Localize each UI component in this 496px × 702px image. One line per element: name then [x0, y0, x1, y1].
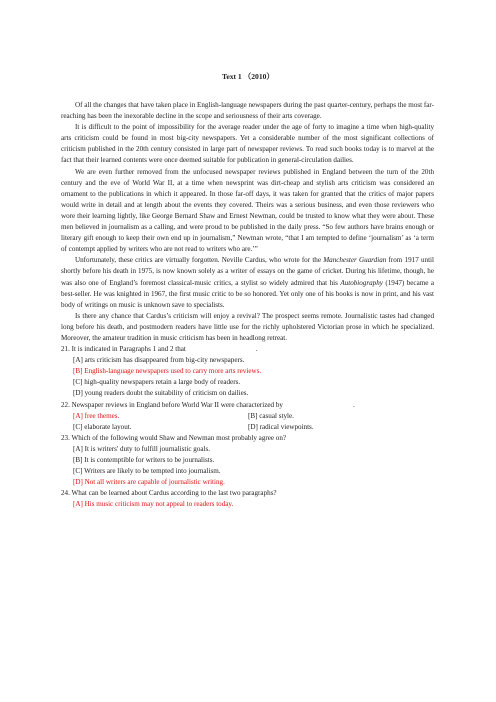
question-21-option-b: [B] English-language newspapers used to carry more arts reviews. [73, 367, 262, 376]
question-22-options-row-2 [61, 422, 434, 433]
question-23-option-d: [D] Not all writers are capable of journalistic writing. [73, 478, 225, 487]
question-22-option-a: [A] free themes. [73, 411, 120, 420]
question-22-option-d: [D] radical viewpoints. [248, 422, 314, 431]
question-21-option-d: [D] young readers doubt the suitability of criticism on dailies. [73, 389, 249, 398]
question-21-stem: 21. It is indicated in Paragraphs 1 and 2 that . [61, 345, 258, 354]
question-22-options-row-1 [61, 411, 434, 422]
question-23-option-a: [A] It is writers' duty to fulfill journalistic goals. [73, 444, 211, 453]
document-body [61, 100, 434, 510]
question-23-stem: 23. Which of the following would Shaw and Newman most probably agree on? [61, 433, 287, 442]
paragraph-4: Unfortunately, these critics are virtually forgotten. Neville Cardus, who wrote for the Manchester Guardian from 1917 until shortly before his death in 1975, is now known solely as a writer of essays on the game of cricket. During his lifetime, though, he was also one of England’s foremost classical-music critics, a stylist so widely admired that his Autobiography (1947) became a best-seller. He was knighted in 1967, the first music critic to be so honored. Yet only one of his books is now in print, and his vast body of writings on music is unknown save to specialists. [61, 256, 434, 309]
question-22-option-c: [C] elaborate layout. [73, 422, 132, 431]
question-24-stem: 24. What can be learned about Cardus according to the last two paragraphs? [61, 489, 277, 498]
question-24-option-a: [A] His music criticism may not appeal to readers today. [73, 500, 234, 509]
question-23-option-b: [B] It is contemptible for writers to be journalists. [73, 456, 215, 464]
paragraph-3: We are even further removed from the unfocused newspaper reviews published in England between the turn of the 20th century and the eve of World War II, at a time when newsprint was dirt-cheap and stylish arts criticism was considered an ornament to the publications in which it appeared. In those far-off days, it was taken for granted that the critics of major papers would write in detail and at length about the events they covered. Theirs was a serious business, and even those reviewers who wore their learning lightly, like George Bernard Shaw and Ernest Newman, could be trusted to know what they were about. These men believed in journalism as a calling, and were proud to be published in the daily press. “So few authors have brains enough or literary gift enough to keep their own end up in journalism,” Newman wrote, “that I am tempted to define ‘journalism’ as ‘a term of contempt applied by writers who are not read to writers who are.’” [61, 167, 434, 254]
question-22-option-b: [B] casual style. [248, 411, 294, 420]
question-22-stem: 22. Newspaper reviews in England before World War II were characterized by . [61, 400, 355, 409]
question-23-option-c: [C] Writers are likely to be tempted into journalism. [73, 467, 221, 476]
paragraph-2: It is difficult to the point of impossibility for the average reader under the age of forty to imagine a time when high-quality arts criticism could be found in most big-city newspapers. Yet a considerable number of the most significant collections of criticism published in the 20th century consisted in large part of newspaper reviews. To read such books today is to marvel at the fact that their learned contents were once deemed suitable for publication in general-circulation dailies. [61, 123, 434, 165]
paragraph-5: Is there any chance that Cardus’s criticism will enjoy a revival? The prospect seems remote. Journalistic tastes had changed long before his death, and postmodern readers have little use for the richly upholstered Victorian prose in which he specialized. Moreover, the amateur tradition in music criticism has been in headlong retreat. [61, 311, 434, 342]
page-title: Text 1 （2010） [221, 72, 275, 81]
question-21-option-a: [A] arts criticism has disappeared from big-city newspapers. [73, 356, 245, 365]
question-21-option-c: [C] high-quality newspapers retain a large body of readers. [73, 378, 241, 387]
paragraph-1: Of all the changes that have taken place in English-language newspapers during the past quarter-century, perhaps the most far-reaching has been the inexorable decline in the scope and seriousness of their arts coverage. [61, 101, 434, 121]
